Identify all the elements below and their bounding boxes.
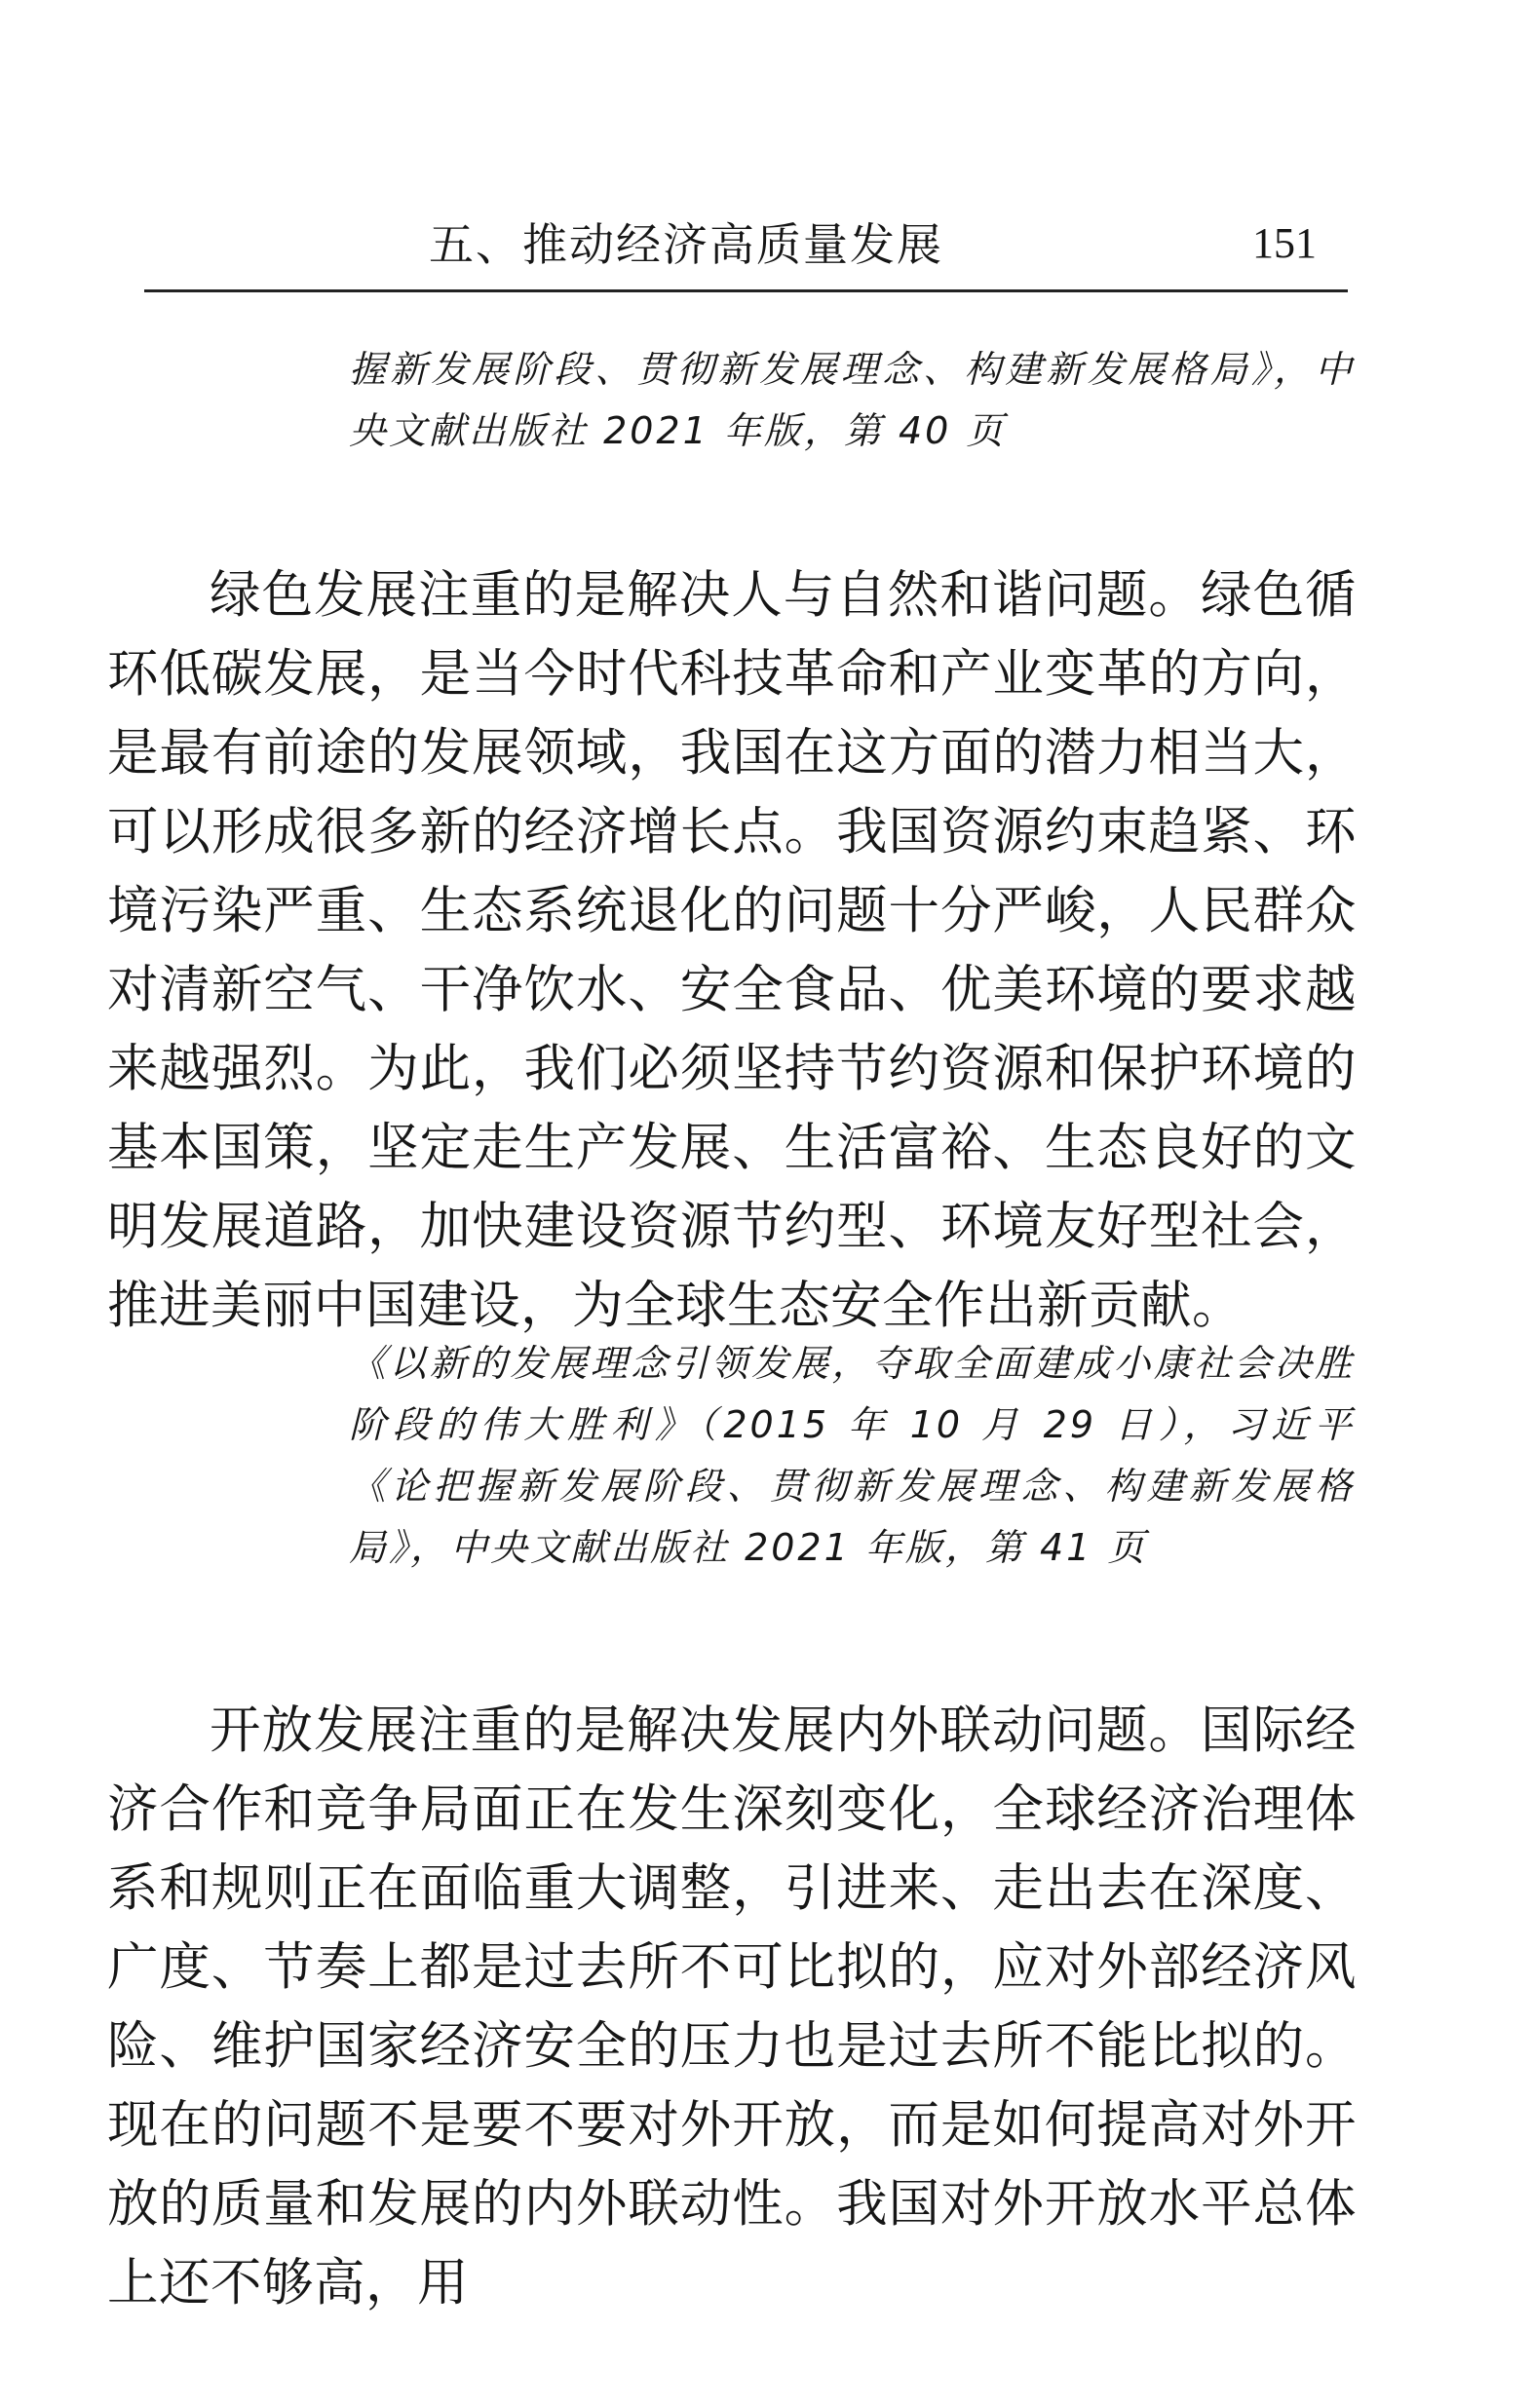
paragraph-green-development: 绿色发展注重的是解决人与自然和谐问题。绿色循环低碳发展，是当今时代科技革命和产业变革的方向，是最有前途的发展领域，我国在这方面的潜力相当大，可以形成很多新的经济增长点。我国资源约束趋紧、环境污染严重、生态系统退化的问题十分严峻，人民群众对清新空气、干净饮水、安全食品、优美环境的要求越来越强烈。为此，我们必须坚持节约资源和保护环境的基本国策，坚定走生产发展、生活富裕、生态良好的文明发展道路，加快建设资源节约型、环境友好型社会，推进美丽中国建设，为全球生态安全作出新贡献。 (107, 565, 1357, 1335)
running-header-title: 五、推动经济高质量发展 (429, 218, 943, 271)
citation-middle: 《以新的发展理念引领发展，夺取全面建成小康社会决胜阶段的伟大胜利》（2015 年 10 月 29 日），习近平《论把握新发展阶段、贯彻新发展理念、构建新发展格局》，中央文献出版社 2021 年版，第 41 页 (349, 1342, 1355, 1569)
page-number: 151 (1252, 219, 1317, 267)
citation-top: 握新发展阶段、贯彻新发展理念、构建新发展格局》，中央文献出版社 2021 年版，第 40 页 (349, 348, 1355, 452)
paragraph-open-development: 开放发展注重的是解决发展内外联动问题。国际经济合作和竞争局面正在发生深刻变化，全球经济治理体系和规则正在面临重大调整，引进来、走出去在深度、广度、节奏上都是过去所不可比拟的，应对外部经济风险、维护国家经济安全的压力也是过去所不能比拟的。现在的问题不是要不要对外开放，而是如何提高对外开放的质量和发展的内外联动性。我国对外开放水平总体上还不够高，用 (107, 1701, 1357, 2312)
header-divider (144, 289, 1348, 292)
